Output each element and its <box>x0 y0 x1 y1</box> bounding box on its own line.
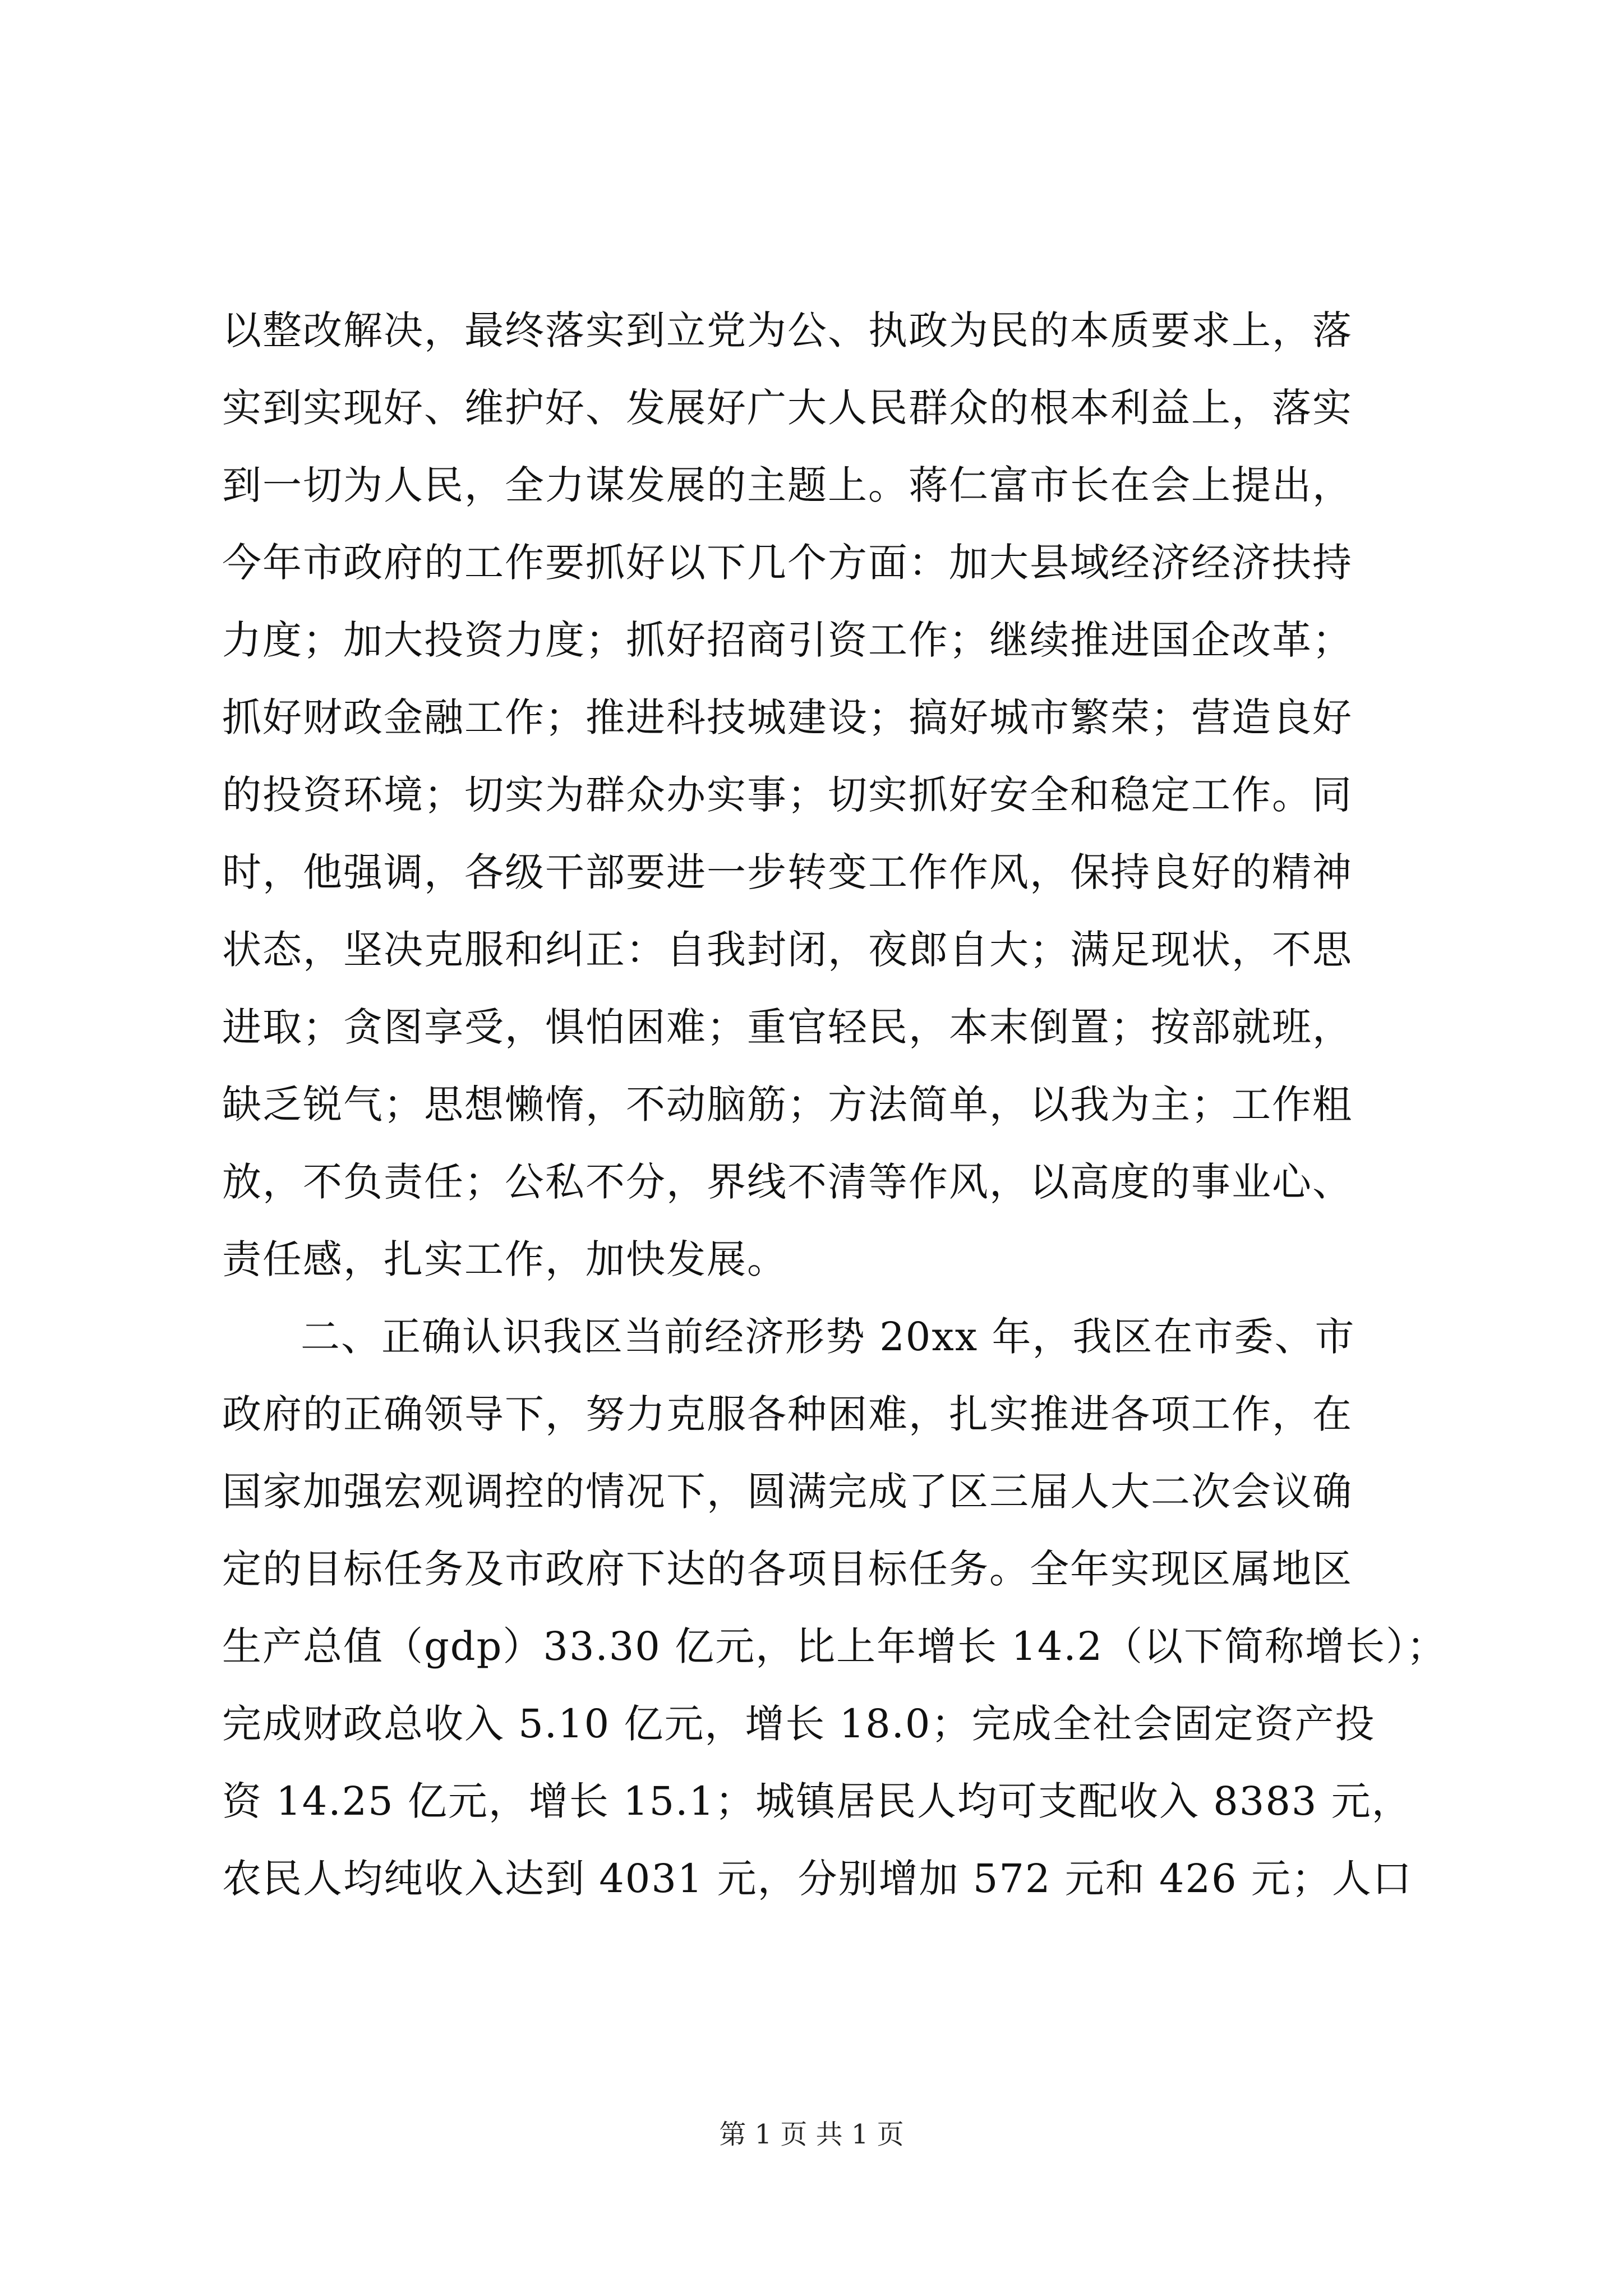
text-line: 进取；贪图享受，惧怕困难；重官轻民，本末倒置；按部就班， <box>222 1004 1353 1050</box>
text-line: 以整改解决，最终落实到立党为公、执政为民的本质要求上，落 <box>222 307 1353 353</box>
paragraph-start-line: 二、正确认识我区当前经济形势 20xx 年，我区在市委、市 <box>301 1314 1355 1360</box>
text-line: 定的目标任务及市政府下达的各项目标任务。全年实现区属地区 <box>222 1546 1353 1592</box>
text-line: 国家加强宏观调控的情况下，圆满完成了区三届人大二次会议确 <box>222 1469 1353 1515</box>
text-line: 到一切为人民，全力谋发展的主题上。蒋仁富市长在会上提出， <box>222 462 1353 508</box>
page-footer: 第 1 页 共 1 页 <box>719 2119 904 2150</box>
text-line: 力度；加大投资力度；抓好招商引资工作；继续推进国企改革； <box>222 617 1353 663</box>
text-line: 生产总值（gdp）33.30 亿元，比上年增长 14.2（以下简称增长）； <box>222 1623 1447 1669</box>
text-line: 抓好财政金融工作；推进科技城建设；搞好城市繁荣；营造良好 <box>222 694 1353 740</box>
text-line: 实到实现好、维护好、发展好广大人民群众的根本利益上，落实 <box>222 385 1353 431</box>
text-line: 的投资环境；切实为群众办实事；切实抓好安全和稳定工作。同 <box>222 772 1353 818</box>
document-body <box>222 292 1461 1917</box>
text-line: 缺乏锐气；思想懒惰，不动脑筋；方法简单，以我为主；工作粗 <box>222 1082 1353 1128</box>
text-line: 时，他强调，各级干部要进一步转变工作作风，保持良好的精神 <box>222 849 1353 895</box>
text-line: 政府的正确领导下，努力克服各种困难，扎实推进各项工作，在 <box>222 1391 1353 1437</box>
text-line: 农民人均纯收入达到 4031 元，分别增加 572 元和 426 元；人口 <box>222 1856 1413 1902</box>
text-line: 完成财政总收入 5.10 亿元，增长 18.0；完成全社会固定资产投 <box>222 1701 1376 1747</box>
text-line: 责任感，扎实工作，加快发展。 <box>222 1236 787 1282</box>
text-line: 状态，坚决克服和纠正：自我封闭，夜郎自大；满足现状，不思 <box>222 927 1353 973</box>
text-line: 今年市政府的工作要抓好以下几个方面：加大县域经济经济扶持 <box>222 540 1353 586</box>
text-line: 资 14.25 亿元，增长 15.1；城镇居民人均可支配收入 8383 元， <box>222 1778 1412 1824</box>
text-line: 放，不负责任；公私不分，界线不清等作风，以高度的事业心、 <box>222 1159 1353 1205</box>
